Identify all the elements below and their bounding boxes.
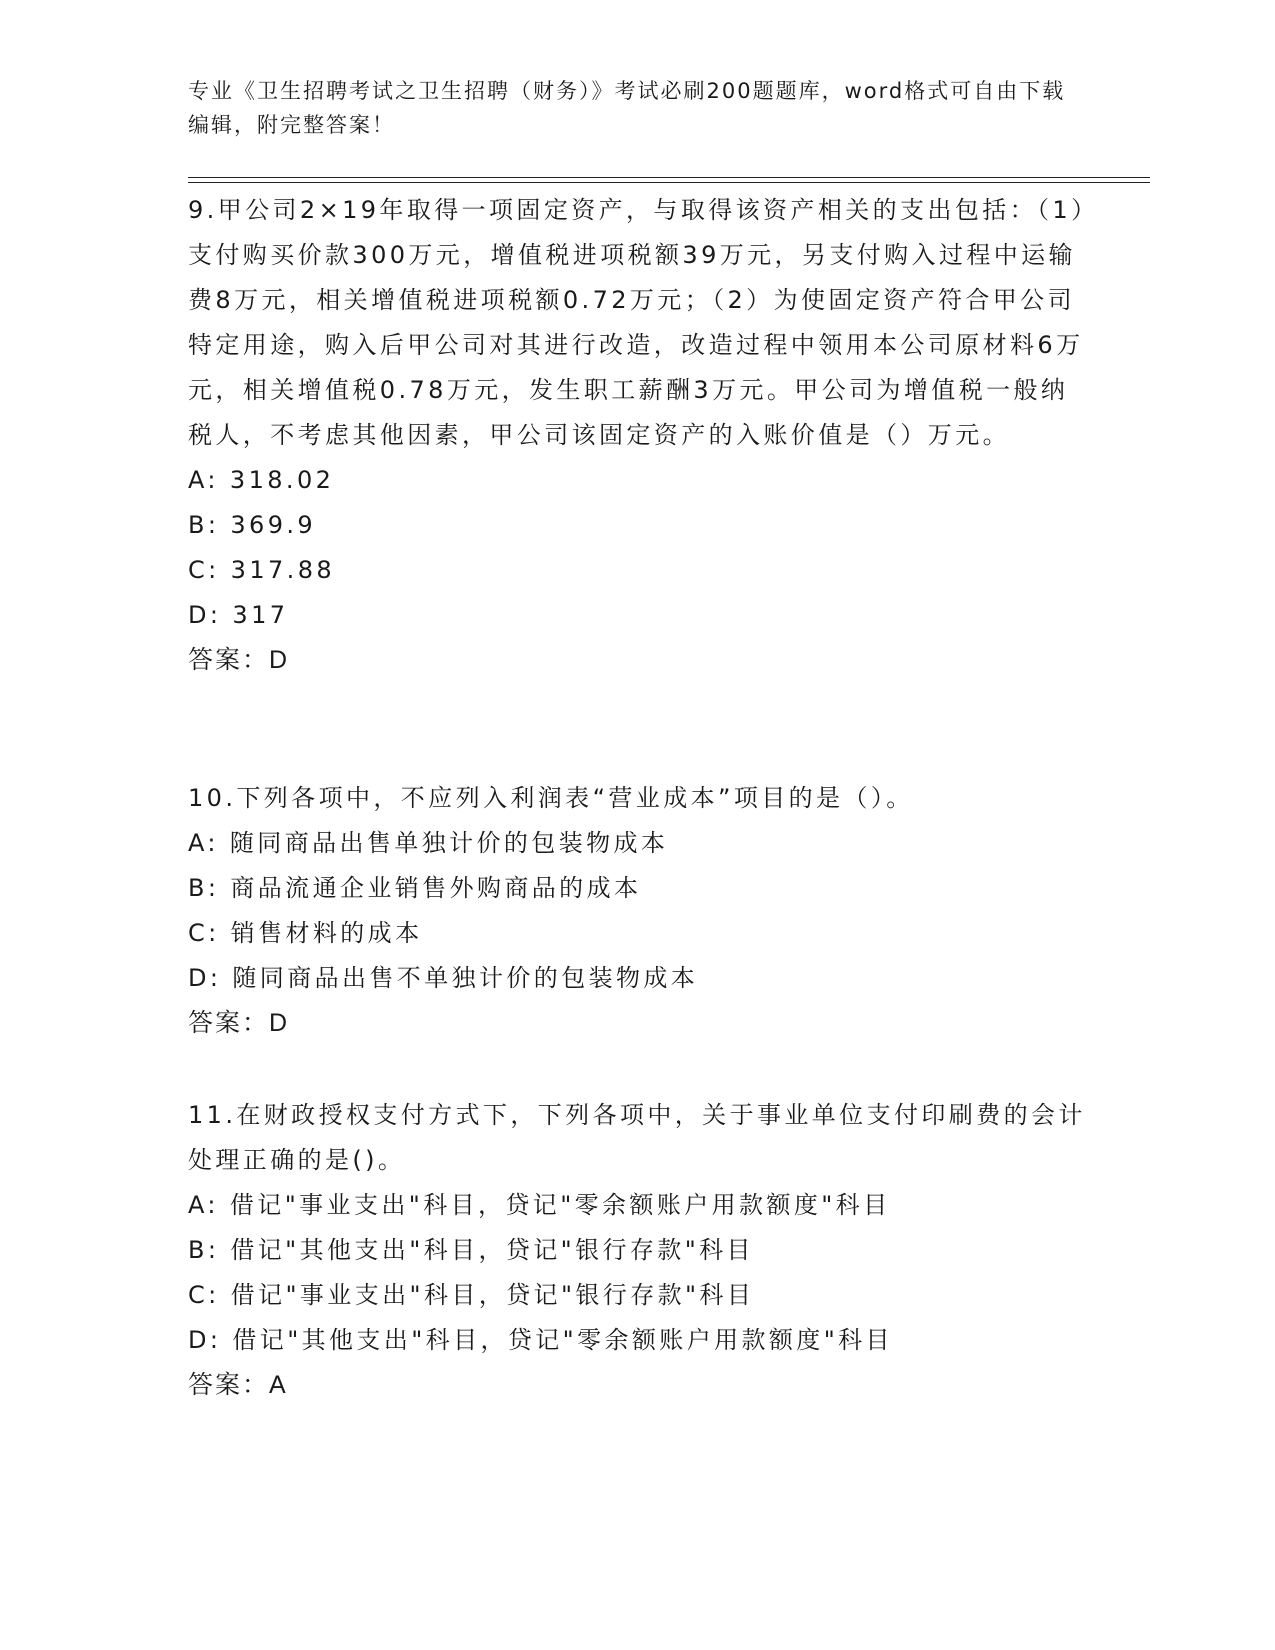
header-rule-top (188, 177, 1150, 178)
option-c: C: 317.88 (188, 556, 336, 584)
question-stem: 11.在财政授权支付方式下，下列各项中，关于事业单位支付印刷费的会计处理正确的是()。 (188, 1101, 1086, 1174)
document-header: 专业《卫生招聘考试之卫生招聘（财务）》考试必刷200题题库，word格式可自由下载编辑，附完整答案！ (188, 79, 1066, 137)
header-rule-bottom (188, 182, 1150, 183)
answer: 答案：D (188, 1009, 290, 1037)
option-a: A: 随同商品出售单独计价的包装物成本 (188, 829, 669, 857)
option-d: D: 随同商品出售不单独计价的包装物成本 (188, 964, 699, 992)
option-c: C: 借记"事业支出"科目，贷记"银行存款"科目 (188, 1281, 755, 1309)
answer: 答案：A (188, 1371, 288, 1399)
question-10 (188, 776, 1088, 1046)
option-a: A: 借记"事业支出"科目，贷记"零余额账户用款额度"科目 (188, 1191, 891, 1219)
option-d: D: 317 (188, 601, 289, 629)
answer: 答案：D (188, 646, 290, 674)
option-a: A: 318.02 (188, 466, 335, 494)
option-d: D: 借记"其他支出"科目，贷记"零余额账户用款额度"科目 (188, 1326, 893, 1354)
question-stem: 10.下列各项中，不应列入利润表“营业成本”项目的是（）。 (188, 784, 914, 812)
option-b: B: 商品流通企业销售外购商品的成本 (188, 874, 642, 902)
option-b: B: 借记"其他支出"科目，贷记"银行存款"科目 (188, 1236, 754, 1264)
question-stem: 9.甲公司2×19年取得一项固定资产，与取得该资产相关的支出包括：（1）支付购买价款300万元，增值税进项税额39万元，另支付购入过程中运输费8万元，相关增值税进项税额0.72万元；（2）为使固定资产符合甲公司特定用途，购入后甲公司对其进行改造，改造过程中领用本公司原材料6万元，相关增值税0.78万元，发生职工薪酬3万元。甲公司为增值税一般纳税人，不考虑其他因素，甲公司该固定资产的入账价值是（）万元。 (188, 196, 1087, 449)
option-b: B: 369.9 (188, 511, 317, 539)
question-11 (188, 1093, 1088, 1408)
question-9 (188, 188, 1088, 683)
option-c: C: 销售材料的成本 (188, 919, 423, 947)
